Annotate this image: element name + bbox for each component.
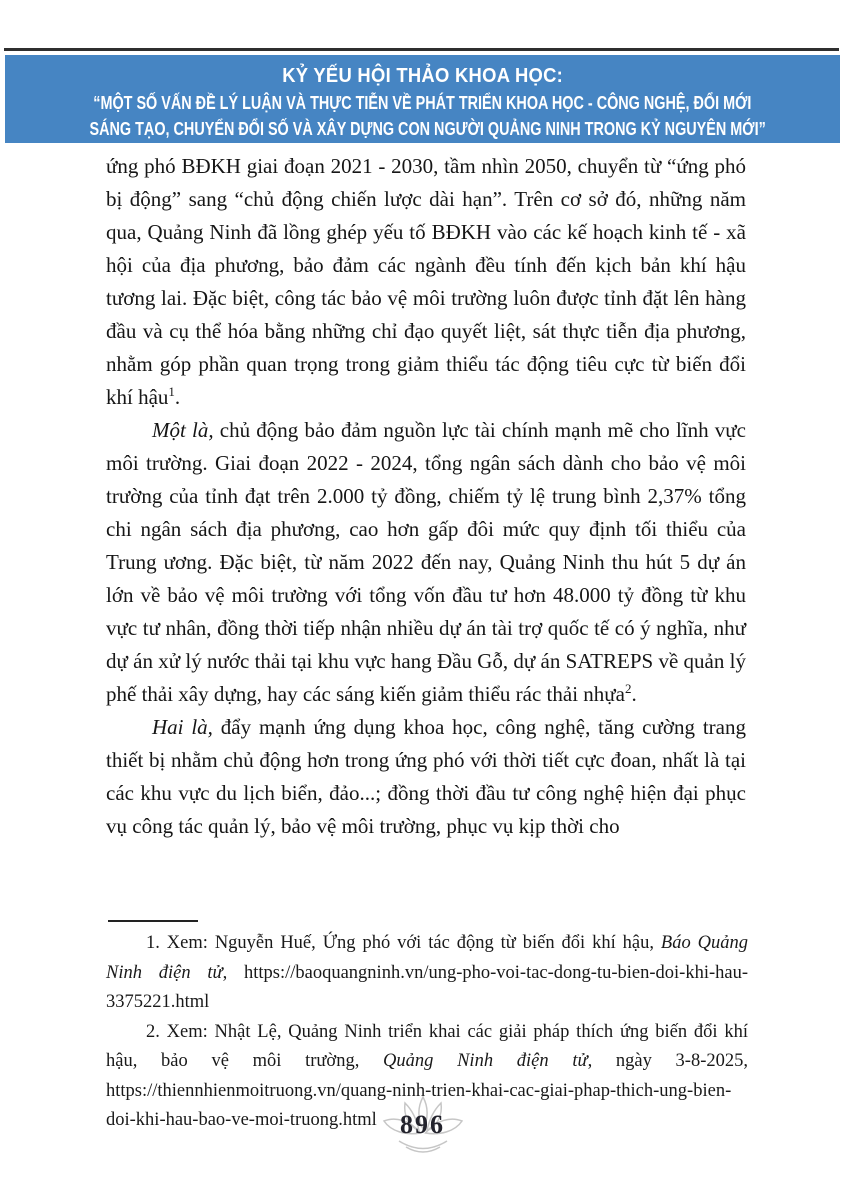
footnote-separator-rule bbox=[108, 920, 198, 922]
footnote-ref-2: 2 bbox=[625, 681, 632, 696]
footnote-source-italic: Báo Quảng Ninh điện tử bbox=[106, 933, 748, 983]
header-subtitle-part-1: “MỘT SỐ VẤN ĐỀ LÝ LUẬN VÀ THỰC TIỄN VỀ PHÁT TRIỂN KHOA HỌC - CÔNG NGHỆ, ĐỔI MỚI bbox=[93, 93, 752, 113]
footnote-text: 1. Xem: Nguyễn Huế, Ứng phó với tác động từ biến đổi khí hậu, bbox=[146, 933, 661, 953]
footnote-text: 2. Xem: Nhật Lệ, Quảng Ninh triển khai các giải pháp thích ứng biến đổi khí hậu, bảo vệ môi trường, bbox=[106, 1021, 748, 1071]
header-line-3 bbox=[5, 116, 840, 142]
paragraph-lead: Một là, bbox=[152, 418, 214, 442]
paragraph-text: ứng phó BĐKH giai đoạn 2021 - 2030, tầm nhìn 2050, chuyển từ “ứng phó bị động” sang “chủ động chiến lược dài hạn”. Trên cơ sở đó, những năm qua, Quảng Ninh đã lồng ghép yếu tố BĐKH vào các kế hoạch kinh tế - xã hội của địa phương, bảo đảm các ngành đều tính đến kịch bản khí hậu tương lai. Đặc biệt, công tác bảo vệ môi trường luôn được tỉnh đặt lên hàng đầu và cụ thể hóa bằng những chỉ đạo quyết liệt, sát thực tiễn địa phương, nhằm góp phần quan trọng trong giảm thiểu tác động tiêu cực từ biến đổi khí hậu bbox=[106, 154, 746, 409]
body-paragraph-2 bbox=[106, 414, 746, 711]
header-line-1 bbox=[5, 62, 840, 90]
paragraph-text: đẩy mạnh ứng dụng khoa học, công nghệ, tăng cường trang thiết bị nhằm chủ động hơn trong ứng phó với thời tiết cực đoan, nhất là tại các khu vực du lịch biển, đảo...; đồng thời đầu tư công nghệ hiện đại phục vụ công tác quản lý, bảo vệ môi trường, phục vụ kịp thời cho bbox=[106, 715, 746, 838]
top-border-rule bbox=[4, 48, 839, 51]
footer-ornament bbox=[375, 1094, 471, 1164]
header-subtitle-part-2: SÁNG TẠO, CHUYỂN ĐỔI SỐ VÀ XÂY DỰNG CON NGƯỜI QUẢNG NINH TRONG KỶ NGUYÊN MỚI” bbox=[89, 119, 766, 139]
footnote-1 bbox=[106, 929, 748, 1018]
footnote-ref-1: 1 bbox=[168, 384, 175, 399]
page-number: 896 bbox=[400, 1110, 445, 1139]
paragraph-tail: . bbox=[631, 682, 637, 706]
header-title: KỶ YẾU HỘI THẢO KHOA HỌC: bbox=[282, 65, 563, 87]
paragraph-lead: Hai là, bbox=[152, 715, 213, 739]
body-paragraph-1 bbox=[106, 150, 746, 414]
body-paragraph-3 bbox=[106, 711, 746, 843]
header-band bbox=[5, 55, 840, 143]
footnote-source-italic: Quảng Ninh điện tử bbox=[383, 1051, 588, 1071]
header-line-2 bbox=[5, 90, 840, 116]
body-text bbox=[106, 150, 746, 843]
paragraph-text: chủ động bảo đảm nguồn lực tài chính mạnh mẽ cho lĩnh vực môi trường. Giai đoạn 2022 - 2024, tổng ngân sách dành cho bảo vệ môi trường của tỉnh đạt trên 2.000 tỷ đồng, chiếm tỷ lệ trung bình 2,37% tổng chi ngân sách địa phương, cao hơn gấp đôi mức quy định tối thiểu của Trung ương. Đặc biệt, từ năm 2022 đến nay, Quảng Ninh thu hút 5 dự án lớn về bảo vệ môi trường với tổng vốn đầu tư hơn 48.000 tỷ đồng từ khu vực tư nhân, đồng thời tiếp nhận nhiều dự án tài trợ quốc tế có ý nghĩa, như dự án xử lý nước thải tại khu vực hang Đầu Gỗ, dự án SATREPS về quản lý phế thải xây dựng, hay các sáng kiến giảm thiểu rác thải nhựa bbox=[106, 418, 746, 706]
footnote-url: , https://baoquangninh.vn/ung-pho-voi-tac-dong-tu-bien-doi-khi-hau-3375221.html bbox=[106, 962, 748, 1012]
footnote-url: , ngày 3-8-2025, https://thiennhienmoitruong.vn/quang-ninh-trien-khai-cac-giai-phap-thich-ung-bien-doi-khi-hau-bao-ve-moi-truong.html bbox=[106, 1051, 748, 1130]
paragraph-tail: . bbox=[174, 385, 181, 409]
